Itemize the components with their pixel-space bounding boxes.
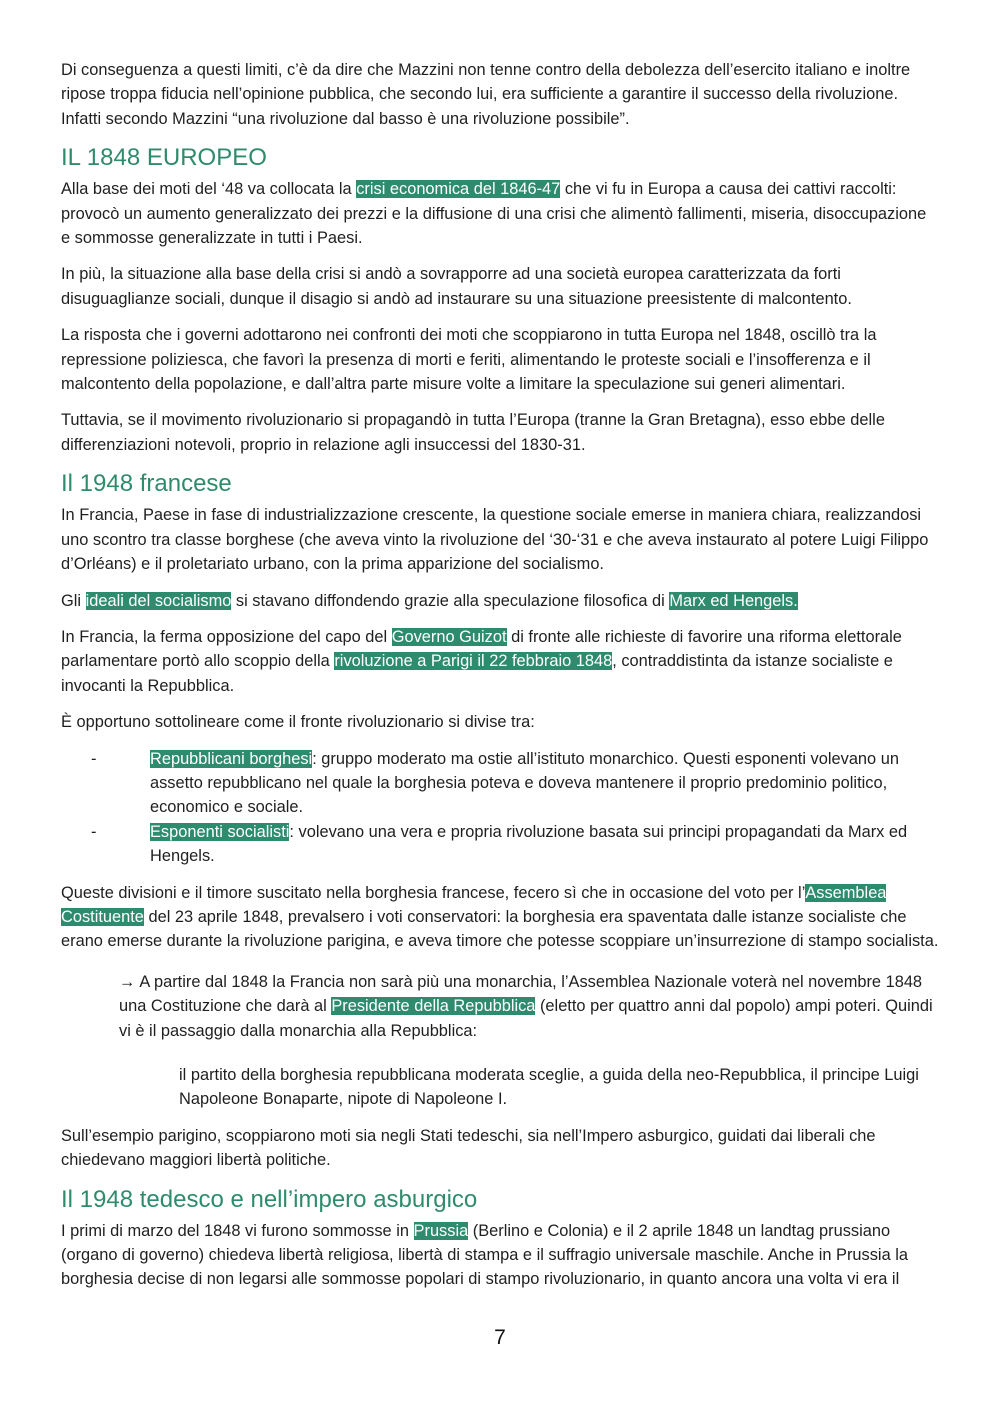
paragraph-ideali [61,589,939,613]
dash-bullet: - [91,749,97,768]
text-segment: Gli [61,591,86,610]
text-segment: In Francia, la ferma opposizione del capo del [61,627,392,646]
paragraph-disuguaglianze: In più, la situazione alla base della crisi si andò a sovrapporre ad una società europea caratterizzata da forti disuguaglianze sociali, dunque il disagio si andò ad instaurare su una situazione preesistente di malcontento. [61,265,852,308]
text-segment: (Berlino e Colonia) e il 2 aprile 1848 un landtag prussiano (organo di governo) chiedeva libertà religiosa, libertà di stampa e il suffragio universale maschile. Anche in Prussia la borghesia decise di non legarsi alle sommosse popolari di stampo rivoluzionario, in quanto ancora una volta vi era il [61,1221,908,1289]
document-page [61,58,939,1304]
paragraph-fronte: È opportuno sottolineare come il fronte rivoluzionario si divise tra: [61,713,535,732]
paragraph-risposta-governi: La risposta che i governi adottarono nei confronti dei moti che scoppiarono in tutta Europa nel 1848, oscillò tra la repressione poliziesca, che favorì la presenza di morti e feriti, alimentando le proteste sociali e l’insofferenza e il malcontento della popolazione, e dall’altra parte misure volte a limitare la speculazione sui generi alimentari. [61,326,877,394]
paragraph-crisi [61,177,939,250]
highlight-assemblea-costituente: Assemblea Costituente [61,883,887,926]
highlight-governo-guizot: Governo Guizot [391,627,507,646]
paragraph-esempio-parigino: Sull’esempio parigino, scoppiarono moti sia negli Stati tedeschi, sia nell’Impero asburgico, guidati dai liberali che chiedevano maggiori libertà politiche. [61,1126,876,1170]
paragraph-repubblica-arrow [61,970,939,1043]
paragraph-guizot [61,625,939,698]
highlight-rivoluzione-parigi: rivoluzione a Parigi il 22 febbraio 1848 [334,652,613,671]
bullet-list [61,747,939,869]
list-item-text: : volevano una vera e propria rivoluzione basata sui principi propagandati da Marx ed Hengels. [150,822,908,866]
text-segment: che vi fu in Europa a causa dei cattivi raccolti: provocò un aumento generalizzato dei prezzi e la diffusione di una crisi che alimentò fallimenti, miseria, disoccupazione e sommosse generalizzate in tutti i Paesi. [61,180,927,248]
list-item [61,820,939,869]
highlight-crisi: crisi economica del 1846-47 [356,180,561,199]
section-heading-francese: Il 1948 francese [61,470,232,498]
paragraph-prussia [61,1219,939,1292]
highlight-presidente-repubblica: Presidente della Repubblica [331,997,536,1016]
dash-bullet: - [91,822,97,841]
highlight-ideali-socialismo: ideali del socialismo [85,591,232,610]
text-segment: Alla base dei moti del ‘48 va collocata la [61,180,357,199]
intro-paragraph: Di conseguenza a questi limiti, c’è da dire che Mazzini non tenne contro della debolezza dell’esercito italiano e inoltre ripose troppa fiducia nell’opinione pubblica, che secondo lui, era sufficiente a garantire il successo della rivoluzione. Infatti secondo Mazzini “una rivoluzione dal basso è una rivoluzione possibile”. [61,61,911,128]
text-segment: Queste divisioni e il timore suscitato nella borghesia francese, fecero sì che in occasione del voto per l’ [61,883,806,902]
text-segment: (eletto per quattro anni dal popolo) ampi poteri. Quindi vi è il passaggio dalla monarchia alla Repubblica: [119,997,933,1040]
paragraph-assemblea [61,881,939,954]
arrow-right-icon: → [119,972,136,991]
page-number: 7 [494,1326,506,1349]
text-segment: si stavano diffondendo grazie alla speculazione filosofica di [231,591,670,610]
paragraph-luigi-napoleone: il partito della borghesia repubblicana moderata sceglie, a guida della neo-Repubblica, il principe Luigi Napoleone Bonaparte, nipote di Napoleone I. [179,1066,919,1109]
highlight-marx-hengels: Marx ed Hengels. [669,591,798,610]
text-segment: I primi di marzo del 1848 vi furono sommosse in [61,1221,414,1240]
paragraph-differenziazioni: Tuttavia, se il movimento rivoluzionario si propagandò in tutta l’Europa (tranne la Gran Bretagna), esso ebbe delle differenziazioni notevoli, proprio in relazione agli insuccessi del 1830-31. [61,411,885,454]
section-heading-tedesco: Il 1948 tedesco e nell’impero asburgico [61,1185,478,1213]
list-item [61,747,939,820]
text-segment: di fronte alle richieste di favorire una riforma elettorale parlamentare portò allo scoppio della [61,627,902,671]
highlight-prussia: Prussia [413,1221,469,1240]
text-segment: , contraddistinta da istanze socialiste e invocanti la Repubblica. [61,652,893,695]
highlight-repubblicani-borghesi: Repubblicani borghesi [150,749,313,768]
section-heading-1848-europeo: IL 1848 EUROPEO [61,144,267,172]
text-segment: A partire dal 1848 la Francia non sarà più una monarchia, l’Assemblea Nazionale voterà nel novembre 1848 una Costituzione che darà al [119,972,923,1016]
highlight-esponenti-socialisti: Esponenti socialisti [150,822,290,841]
list-item-text: : gruppo moderato ma ostie all’istituto monarchico. Questi esponenti volevano un assetto repubblicano nel quale la borghesia poteva e doveva mantenere il proprio predominio politico, economico e sociale. [150,749,899,817]
text-segment: del 23 aprile 1848, prevalsero i voti conservatori: la borghesia era spaventata dalle istanze socialiste che erano emerse durante la rivoluzione parigina, e aveva timore che potesse scoppiare un’insurrezione di stampo socialista. [61,907,939,951]
paragraph-francia: In Francia, Paese in fase di industrializzazione crescente, la questione sociale emerse in maniera chiara, realizzandosi uno scontro tra classe borghese (che aveva vinto la rivoluzione del ‘30-‘31 e che aveva instaurato al potere Luigi Filippo d’Orléans) e il proletariato urbano, con la prima apparizione del socialismo. [61,506,929,574]
